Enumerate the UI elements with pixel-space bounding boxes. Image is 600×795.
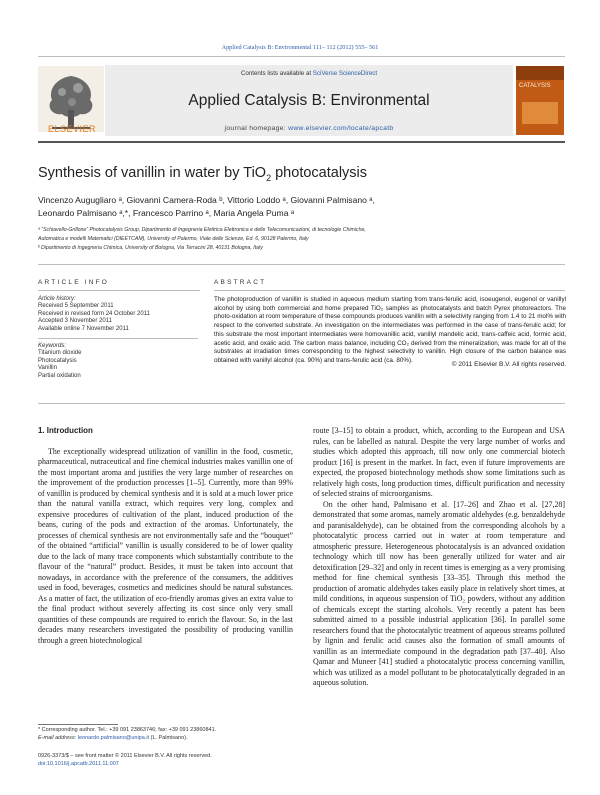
- section-heading: 1. Introduction: [38, 426, 93, 435]
- title-text: Synthesis of vanillin in water by TiO: [38, 165, 267, 181]
- front-matter: [38, 752, 438, 768]
- email-link[interactable]: leonardo.palmisano@unipa.it: [77, 735, 150, 741]
- elsevier-tree-logo-icon: [38, 66, 104, 132]
- body-column-right: [313, 426, 565, 689]
- cover-graphic: [522, 102, 558, 124]
- accepted-date: Accepted 3 November 2011: [38, 318, 112, 325]
- masthead-rule: [38, 141, 565, 143]
- journal-homepage: [105, 125, 513, 132]
- title-text-end: photocatalysis: [271, 165, 368, 181]
- body-column-left: [38, 426, 293, 646]
- article-info: [38, 296, 198, 380]
- header-rule: [38, 56, 565, 57]
- keyword: Vanillin: [38, 365, 57, 372]
- paragraph: route [3–15] to obtain a product, which, according to the European and USA rules, can be labelled as natural. Despite the very large number of works and studies which adopted this approach, till now only one commercial biotech product [16] is present in the market. In fact, even if future improvements are expected, the proposed biotechnology methods show some limitations such as relatively high costs, long production times, difficult purification and necessity of selected strains of microorganisms.: [313, 426, 565, 498]
- article-info-heading: ARTICLE INFO: [38, 279, 110, 286]
- homepage-prefix: journal homepage:: [224, 125, 289, 132]
- corresponding-author: * Corresponding author. Tel.: +39 091 23863746; fax: +39 091 23860841.: [38, 727, 217, 733]
- received-date: Received 5 September 2011: [38, 303, 114, 310]
- issn-line: 0926-3373/$ – see front matter © 2011 Elsevier B.V. All rights reserved.: [38, 753, 212, 759]
- email-label: E-mail address:: [38, 735, 78, 741]
- footnote-rule: [38, 724, 118, 725]
- abstract-heading: ABSTRACT: [214, 279, 267, 286]
- contents-prefix: Contents lists available at: [240, 70, 313, 77]
- paragraph: On the other hand, Palmisano et al. [17–26] and Zhao et al. [27,28] demonstrated that some aromas, namely aromatic aldehydes (e.g. benzaldehyde and paranisaldehyde), can be obtained from the corresponding alcohols by a photocatalytic process carried out in water at room temperature and atmospheric pressure. Heterogeneous photocatalysis is an advanced oxidation technology which till now has been generally utilized for water and air detoxification [29–32] and only in recent times is emerging as a very promising method for fine chemical synthesis [33–35]. Through this method the production of aromatic aldehydes takes easily place in relatively short times, at mild conditions, in aqueous suspension of TiO₂ powders, without any addition of chemicals except the starting alcohols. Very recently a patent has been submitted aimed to a possible industrial application [36]. In parallel some researchers found that the photocatalytic treatment of aqueous streams polluted by lignin and ferulic acid causes also the formation of small amounts of vanillin as an intermediate compound in the degradation path [37–40]. Also Qamar and Muneer [41] studied a photocatalytic process concerning vanillin, which was utilized as a model pollutant to be photocatalytically degraded in an aqueous solution.: [313, 499, 565, 687]
- abstract-bottom-rule: [38, 403, 565, 404]
- keyword: Partial oxidation: [38, 372, 81, 379]
- info-rule: [38, 290, 200, 291]
- affiliations: [38, 226, 565, 253]
- contents-line: [105, 70, 513, 77]
- affiliation-a: ᵃ “Schiavello-Grillone” Photocatalysis Group, Dipartimento di Ingegneria Elettrica Elettronica e delle Telecomunicazioni, di tecnologie Chimiche,: [38, 227, 366, 233]
- article-title: [38, 165, 367, 183]
- affiliation-b: ᵇ Dipartimento di Ingegneria Chimica, University of Bologna, Via Terracini 28, 40131 Bologna, Italy: [38, 245, 263, 251]
- abstract-rule: [214, 290, 565, 291]
- title-subscript: 2: [266, 172, 272, 183]
- sciencedirect-link[interactable]: SciVerse ScienceDirect: [312, 70, 378, 77]
- journal-citation[interactable]: Applied Catalysis B: Environmental 111– 112 (2012) 555– 561: [221, 44, 379, 51]
- email-suffix: (L. Palmisano).: [149, 735, 188, 741]
- journal-cover-thumbnail: [516, 66, 564, 135]
- keyword: Titanium dioxide: [38, 350, 82, 357]
- affiliation-a-cont: Automatica e modelli Matematici (DIEETCAM), University of Palermo, Viale delle Scienze, Ed. 6, 90128 Palermo, Italy: [38, 236, 309, 242]
- email-line: [38, 734, 438, 742]
- footnote: [38, 726, 438, 742]
- info-divider: [38, 338, 198, 339]
- authors-line-1: Vincenzo Augugliaro ᵃ, Giovanni Camera-Roda ᵇ, Vittorio Loddo ᵃ, Giovanni Palmisano ᵃ,: [38, 195, 375, 205]
- journal-title: Applied Catalysis B: Environmental: [188, 92, 430, 109]
- paragraph: The exceptionally widespread utilization of vanillin in the food, cosmetic, pharmaceutical, nutraceutical and fine chemical industries makes vanillin one of the most important aroma and justifies the very large number of researches on the improvement of the production processes [1–5]. Currently, more than 99% of vanillin is produced by chemical synthesis and it is sold at a much lower price than the natural vanilla extract, which requires very long, complex and expensive procedures of cultivation of the plant, induced production of the beans, curing of the pods and extraction of the aromas. Unfortunately, the processes of chemical synthesis are not environmentally safe and the “bouquet” of the obtained “artificial” vanillin is usually considered to be of lower quality due to the lack of many trace components which substantially contribute to the flavour of the “natural” product. Besides, it must be taken into account that nowadays, in accordance with the preference of the consumers, the additives used in food, beverages, cosmetics and medicines should be natural substances. As a matter of fact, the utilization of eco-friendly aromas gives an extra value to the final product without severely affecting its cost since only very small quantities of these compounds are required to enrich the flavour. So, in the last decades many researchers investigated the possibility of producing vanillin through a green biotechnological: [38, 446, 293, 645]
- history-label: Article history:: [38, 296, 76, 302]
- copyright-notice: © 2011 Elsevier B.V. All rights reserved.: [451, 361, 566, 368]
- online-date: Available online 7 November 2011: [38, 325, 129, 332]
- authors-line-2: Leonardo Palmisano ᵃ,*, Francesco Parrino ᵃ, Maria Angela Puma ᵃ: [38, 208, 295, 218]
- affiliation-rule: [38, 264, 565, 265]
- keyword: Photocatalysis: [38, 357, 77, 364]
- doi-link[interactable]: doi:10.1016/j.apcatb.2011.11.007: [38, 761, 119, 767]
- cover-band: [516, 66, 564, 80]
- publisher-wordmark: ELSEVIER: [47, 124, 97, 134]
- abstract-text: The photoproduction of vanillin is studied in aqueous medium starting from trans-ferulic acid, isoeugenol, eugenol or vanillyl alcohol by using both commercial and home prepared TiO₂ samples as photocatalysts and batch Pyrex photoreactors. The photo-oxidation at room temperature of these compounds produces vanillin with a selectivity ranging from 1.4 to 21 mol% with respect to the converted substrate. An investigation on the intermediates was performed in the case of trans-ferulic acid; for this substrate the most important intermediates were homovanillic acid, vanillyl mandelic acid, trans-caffeic acid, formic acid, acetic acid, and oxalic acid. The carbon mass balance, including CO₂ derived from the mineralization, was made for all of the substrates at irradiation times corresponding to the highest selectivity to vanillin. High closure of the carbon balance was obtained with vanillyl alcohol (ca. 90%) and trans-ferulic acid (ca. 80%).: [214, 296, 566, 364]
- author-list: [38, 194, 565, 220]
- homepage-link[interactable]: www.elsevier.com/locate/apcatb: [288, 125, 394, 132]
- cover-text: CATALYSIS: [519, 83, 551, 89]
- keywords-label: Keywords:: [38, 343, 67, 350]
- revised-date: Received in revised form 24 October 2011: [38, 310, 150, 317]
